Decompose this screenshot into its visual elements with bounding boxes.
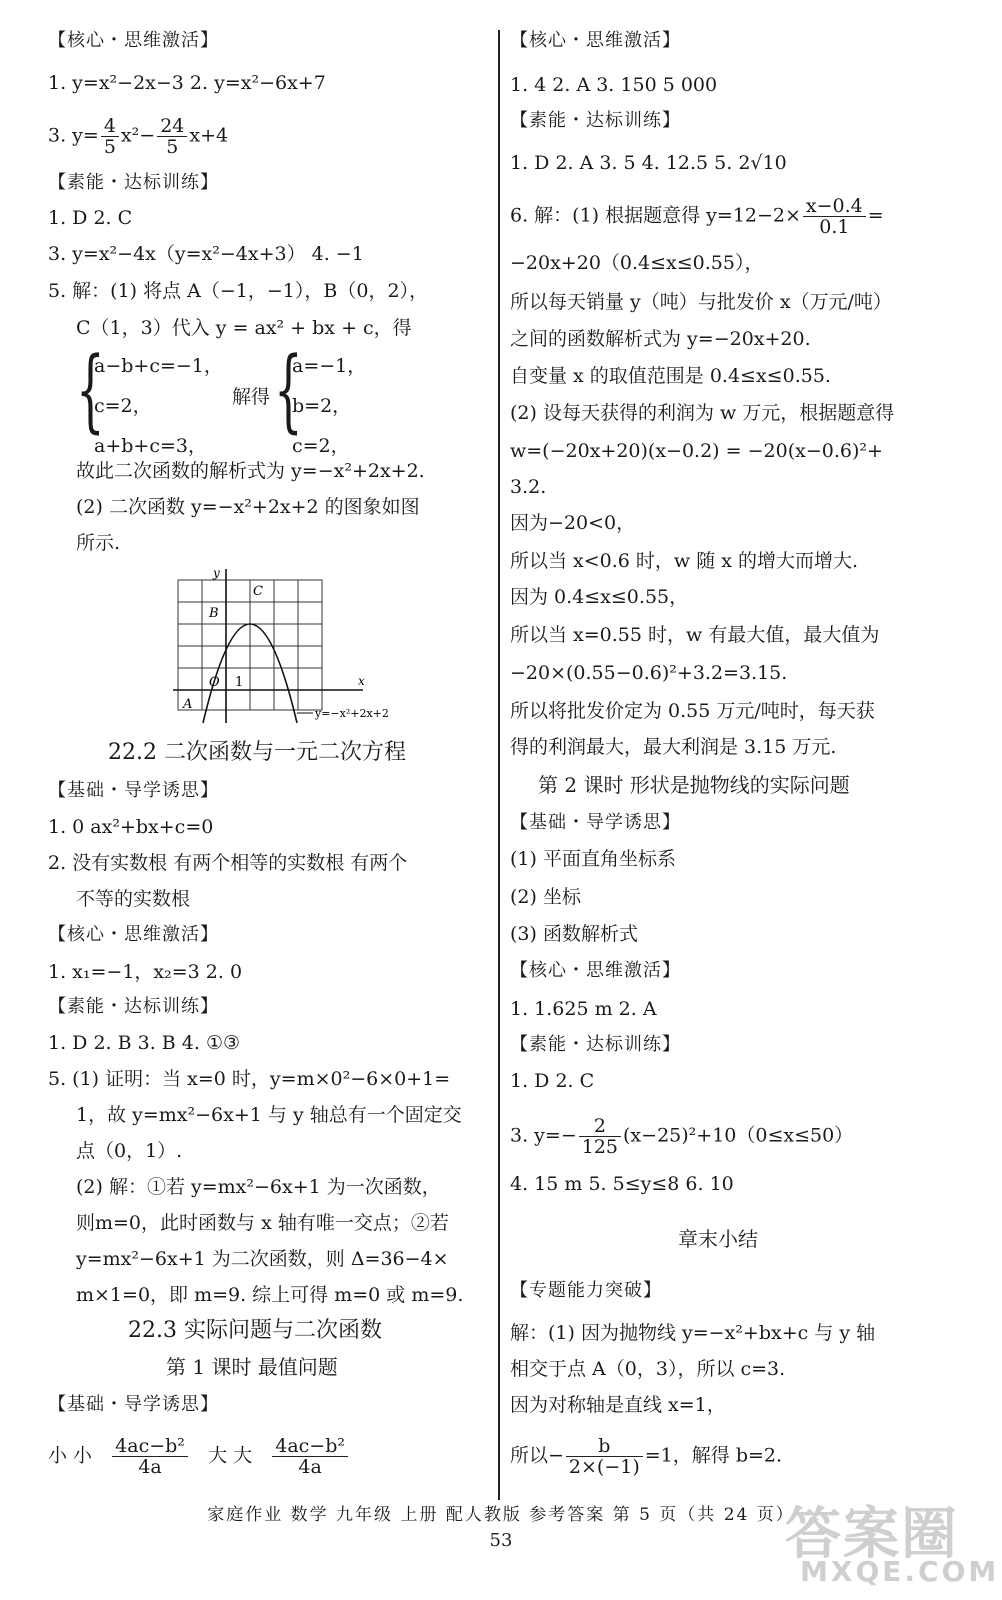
answer-line: 5. (1) 证明：当 x=0 时，y=m×0²−6×0+1= [48,1068,451,1090]
denominator: 0.1 [819,216,850,238]
answer-line: 1. x₁=−1，x₂=3 2. 0 [48,961,243,983]
denominator: 5 [103,136,116,158]
solve-label: 解得 [232,386,271,408]
text: (x−25)²+10（0≤x≤50） [623,1124,854,1147]
denominator: 4a [138,1456,162,1478]
origin-label: O [209,675,220,690]
section-tag: 【专题能力突破】 [510,1280,662,1301]
answer-line [510,1436,782,1477]
answer-line: 故此二次函数的解析式为 y=−x²+2x+2. [76,460,425,482]
answer-line: 1. y=x²−2x−3 2. y=x²−6x+7 [48,72,326,94]
point-a-label: A [183,697,193,712]
section-tag: 【核心・思维激活】 [48,924,219,945]
answer-line [48,116,228,157]
watermark-logo: 答案圈 [785,1502,959,1567]
answer-line: −20x+20（0.4≤x≤0.55）， [510,252,764,274]
fraction [101,116,119,157]
answer-line [48,1436,350,1477]
fraction [579,1116,621,1157]
answer-line: 得的利润最大，最大利润是 3.15 万元. [510,736,837,758]
answer-line: C（1，3）代入 y = ax² + bx + c，得 [76,317,412,339]
fraction [112,1436,188,1477]
answer-line: 1. D 2. A 3. 5 4. 12.5 5. 2√10 [510,152,787,174]
system-line: a=−1， [292,355,367,377]
answer-line [510,196,884,237]
answer-line: 因为−20<0， [510,512,636,534]
lesson-heading: 第 1 课时 最值问题 [166,1355,338,1379]
section-tag: 【核心・思维激活】 [510,960,681,981]
left-brace: { [76,338,105,443]
answer-line: 解：(1) 因为抛物线 y=−x²+bx+c 与 y 轴 [510,1322,876,1344]
system-line: a−b+c=−1， [94,355,223,377]
section-tag: 【素能・达标训练】 [48,996,219,1017]
answer-line: −20×(0.55−0.6)²+3.2=3.15. [510,662,788,684]
answer-line: w=(−20x+20)(x−0.2) = −20(x−0.6)²+ [510,440,883,462]
text: 3. y=− [510,1124,577,1147]
section-tag: 【素能・达标训练】 [48,172,219,193]
answer-line: 5. 解：(1) 将点 A（−1，−1），B（0，2）， [48,280,429,302]
answer-line: 所以当 x<0.6 时，w 随 x 的增大而增大. [510,550,859,572]
page-number: 53 [489,1530,513,1551]
fraction [566,1436,643,1477]
answer-line: 3.2. [510,476,547,498]
section-tag: 【基础・导学诱思】 [510,812,681,833]
answer-line: 1. D 2. C [48,207,133,229]
answer-line: 自变量 x 的取值范围是 0.4≤x≤0.55. [510,365,831,387]
section-tag: 【素能・达标训练】 [510,1034,681,1055]
answer-line: 所以每天销量 y（吨）与批发价 x（万元/吨） [510,291,892,313]
section-tag: 【核心・思维激活】 [48,30,219,51]
section-heading: 22.3 实际问题与二次函数 [128,1318,382,1343]
section-heading: 章末小结 [678,1227,758,1251]
denominator: 4a [298,1456,322,1478]
numerator: 2 [579,1116,621,1137]
answer-line: 点（0，1）. [76,1140,183,1162]
text: x²− [120,124,156,147]
answer-line: (1) 平面直角坐标系 [510,848,676,870]
numerator: 4 [101,116,119,137]
tick-label: 1 [235,675,244,690]
system-lines [292,346,366,466]
answer-line: 1，故 y=mx²−6x+1 与 y 轴总有一个固定交 [76,1104,462,1126]
fraction [803,196,866,237]
denominator: 2×(−1) [568,1456,640,1478]
answer-line: (2) 设每天获得的利润为 w 万元，根据题意得 [510,402,895,424]
system-line: c=2， [292,435,350,457]
answer-line: 2. 没有实数根 有两个相等的实数根 有两个 [48,852,408,874]
answer-line: (2) 坐标 [510,886,581,908]
answer-line: 因为对称轴是直线 x=1， [510,1394,726,1416]
parabola-graph [173,565,473,725]
section-tag: 【素能・达标训练】 [510,110,681,131]
section-tag: 【基础・导学诱思】 [48,780,219,801]
answer-line: (3) 函数解析式 [510,923,638,945]
page-footer: 家庭作业 数学 九年级 上册 配人教版 参考答案 第 5 页（共 24 页） [207,1505,795,1525]
lesson-heading: 第 2 课时 形状是抛物线的实际问题 [538,773,850,797]
system-line: b=2， [292,395,352,417]
text: 3. y= [48,124,99,147]
section-tag: 【基础・导学诱思】 [48,1394,219,1415]
x-label: x [358,674,365,688]
left-brace: { [274,338,303,443]
answer-line: 相交于点 A（0，3），所以 c=3. [510,1358,786,1380]
answer-line: (2) 解：①若 y=mx²−6x+1 为一次函数， [76,1176,441,1198]
numerator: 24 [157,116,187,137]
answer-line: 4. 15 m 5. 5≤y≤8 6. 10 [510,1173,734,1195]
column-divider [498,30,500,1500]
answer-line: 所以将批发价定为 0.55 万元/吨时，每天获 [510,700,875,722]
system-line: a+b+c=3， [94,435,207,457]
answer-line: 不等的实数根 [76,888,191,910]
answer-line: 1. 1.625 m 2. A [510,998,657,1020]
answer-line: m×1=0，即 m=9. 综上可得 m=0 或 m=9. [76,1284,464,1306]
numerator: b [566,1436,643,1457]
text: 所以− [510,1444,564,1467]
system-lines [94,346,223,466]
text: x+4 [189,124,229,147]
answer-line: 之间的函数解析式为 y=−20x+20. [510,328,811,350]
denominator: 125 [581,1136,619,1158]
text: =1，解得 b=2. [644,1444,783,1467]
y-label: y [213,566,220,580]
section-heading: 22.2 二次函数与一元二次方程 [108,740,406,765]
fraction [272,1436,348,1477]
answer-line: 1. D 2. C [510,1070,595,1092]
numerator: 4ac−b² [112,1436,188,1457]
answer-line: 则m=0，此时函数与 x 轴有唯一交点；②若 [76,1212,449,1234]
answer-line: 因为 0.4≤x≤0.55， [510,586,689,608]
watermark-url: MXQE.COM [800,1555,1000,1588]
system-line: c=2， [94,395,152,417]
text: 6. 解：(1) 根据题意得 y=12−2× [510,204,801,227]
section-tag: 【核心・思维激活】 [510,30,681,51]
text: 小 小 [48,1444,93,1467]
numerator: x−0.4 [803,196,866,217]
curve-equation-label: y=−x²+2x+2 [315,707,389,720]
text: = [867,204,884,227]
numerator: 4ac−b² [272,1436,348,1457]
fraction [157,116,187,157]
answer-line: 1. 4 2. A 3. 150 5 000 [510,74,718,96]
point-c-label: C [253,584,263,599]
answer-line: 1. D 2. B 3. B 4. ①③ [48,1032,241,1054]
answer-line: (2) 二次函数 y=−x²+2x+2 的图象如图 [76,496,420,518]
answer-line: y=mx²−6x+1 为二次函数，则 Δ=36−4× [76,1248,449,1270]
text: 大 大 [208,1444,253,1467]
answer-line [510,1116,853,1157]
answer-line: 1. 0 ax²+bx+c=0 [48,816,214,838]
answer-line: 3. y=x²−4x（y=x²−4x+3） 4. −1 [48,243,364,265]
denominator: 5 [166,136,179,158]
answer-line: 所以当 x=0.55 时，w 有最大值，最大值为 [510,624,880,646]
point-b-label: B [209,606,219,621]
answer-line: 所示. [76,532,121,554]
